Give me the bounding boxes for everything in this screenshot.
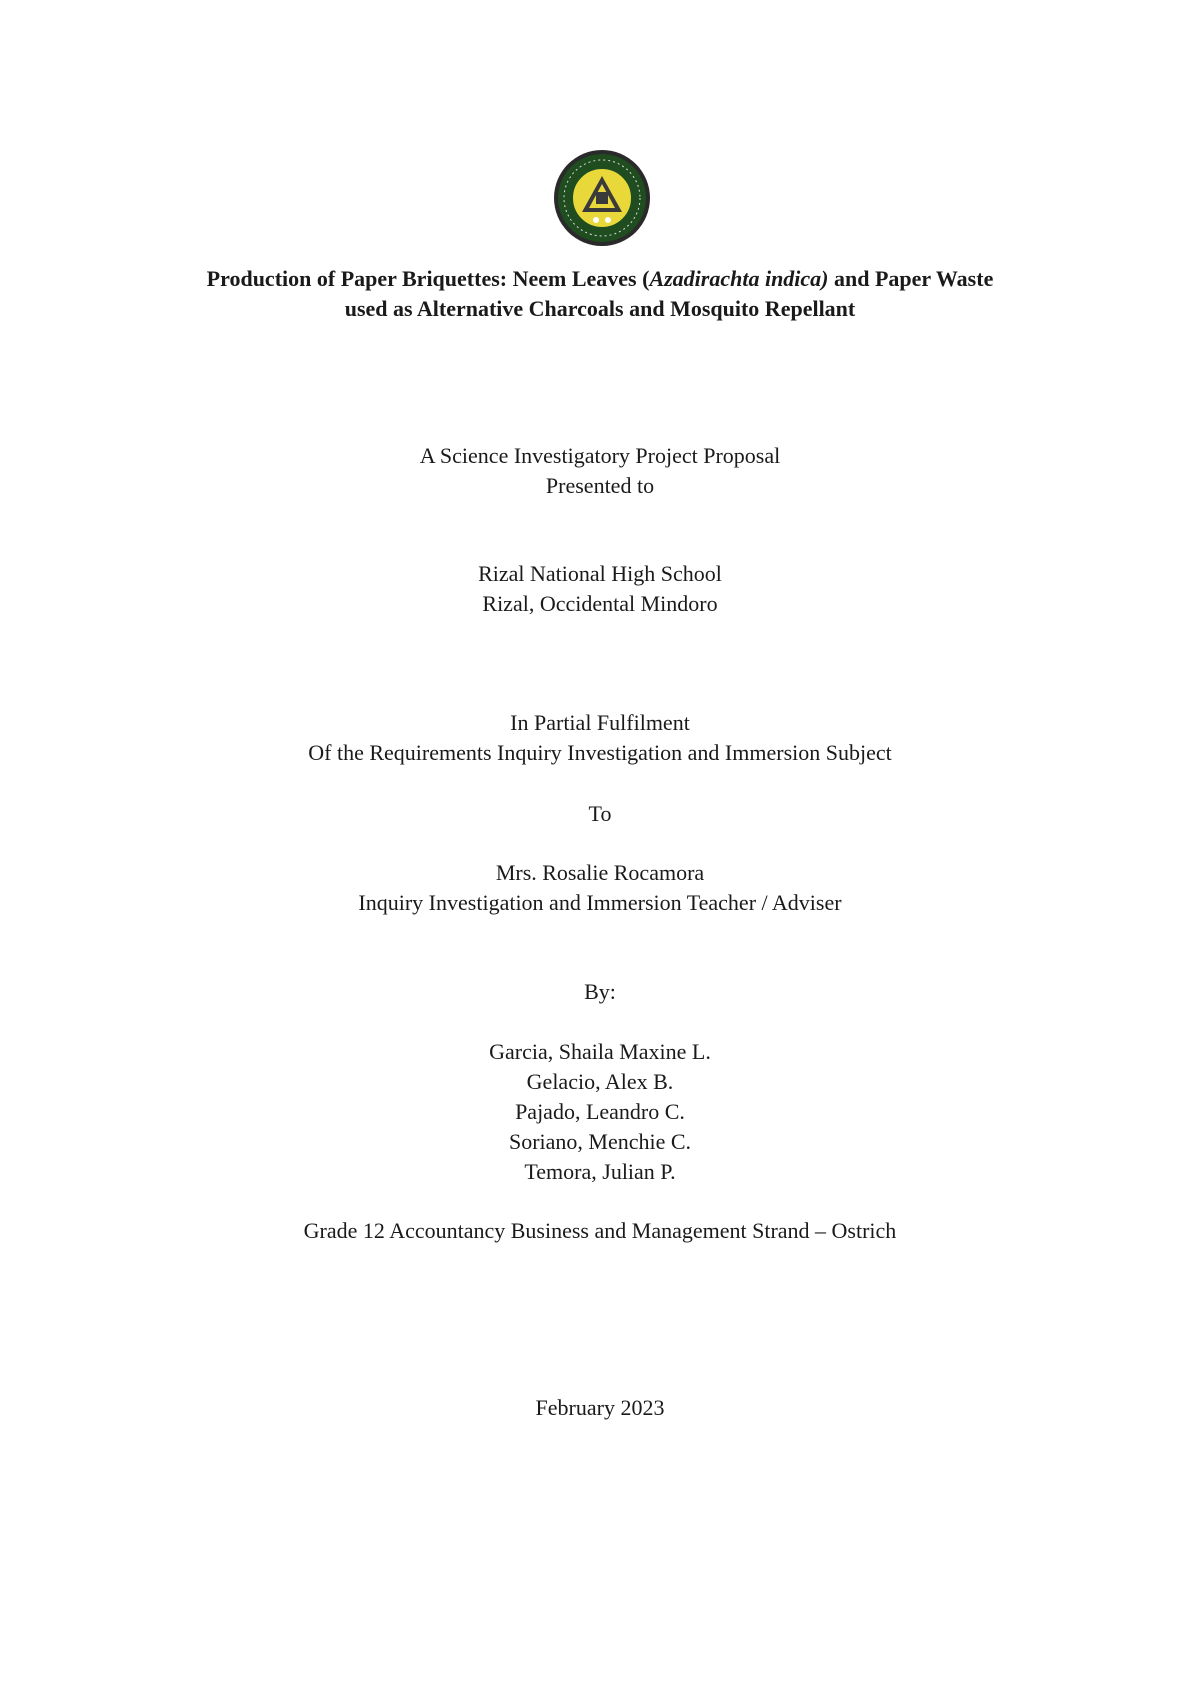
by-label: By: xyxy=(584,979,616,1004)
fulfilment-line-1: In Partial Fulfilment xyxy=(510,710,690,735)
to-block xyxy=(0,799,1200,829)
document-title xyxy=(0,264,1200,324)
title-suffix: and Paper Waste xyxy=(828,266,994,291)
author-name: Soriano, Menchie C. xyxy=(508,1129,692,1154)
school-seal-logo xyxy=(552,148,652,248)
title-scientific-name: Azadirachta indica) xyxy=(649,266,829,291)
adviser-role: Inquiry Investigation and Immersion Teacher / Adviser xyxy=(358,890,842,915)
by-block xyxy=(0,977,1200,1007)
authors-list xyxy=(0,1037,1200,1187)
title-prefix: Production of Paper Briquettes: Neem Leaves ( xyxy=(206,266,650,291)
adviser-name: Mrs. Rosalie Rocamora xyxy=(495,860,705,885)
school-location: Rizal, Occidental Mindoro xyxy=(482,591,718,616)
title-line-1 xyxy=(0,264,1200,294)
to-label: To xyxy=(588,801,612,826)
author-name: Temora, Julian P. xyxy=(524,1159,676,1184)
adviser-block xyxy=(0,858,1200,918)
presented-to: Presented to xyxy=(545,473,655,498)
school-block xyxy=(0,559,1200,619)
strand-block xyxy=(0,1216,1200,1246)
author-name: Garcia, Shaila Maxine L. xyxy=(489,1039,711,1064)
fulfilment-line-2: Of the Requirements Inquiry Investigation and Immersion Subject xyxy=(308,740,892,765)
school-name: Rizal National High School xyxy=(478,561,722,586)
author-name: Pajado, Leandro C. xyxy=(515,1099,685,1124)
title-line-2: used as Alternative Charcoals and Mosquito Repellant xyxy=(344,296,856,321)
grade-strand: Grade 12 Accountancy Business and Management Strand – Ostrich xyxy=(303,1218,897,1243)
date-block xyxy=(0,1393,1200,1423)
fulfilment-block xyxy=(0,708,1200,768)
author-name: Gelacio, Alex B. xyxy=(526,1069,674,1094)
submission-date: February 2023 xyxy=(535,1395,665,1420)
proposal-block xyxy=(0,441,1200,501)
proposal-type: A Science Investigatory Project Proposal xyxy=(419,443,781,468)
